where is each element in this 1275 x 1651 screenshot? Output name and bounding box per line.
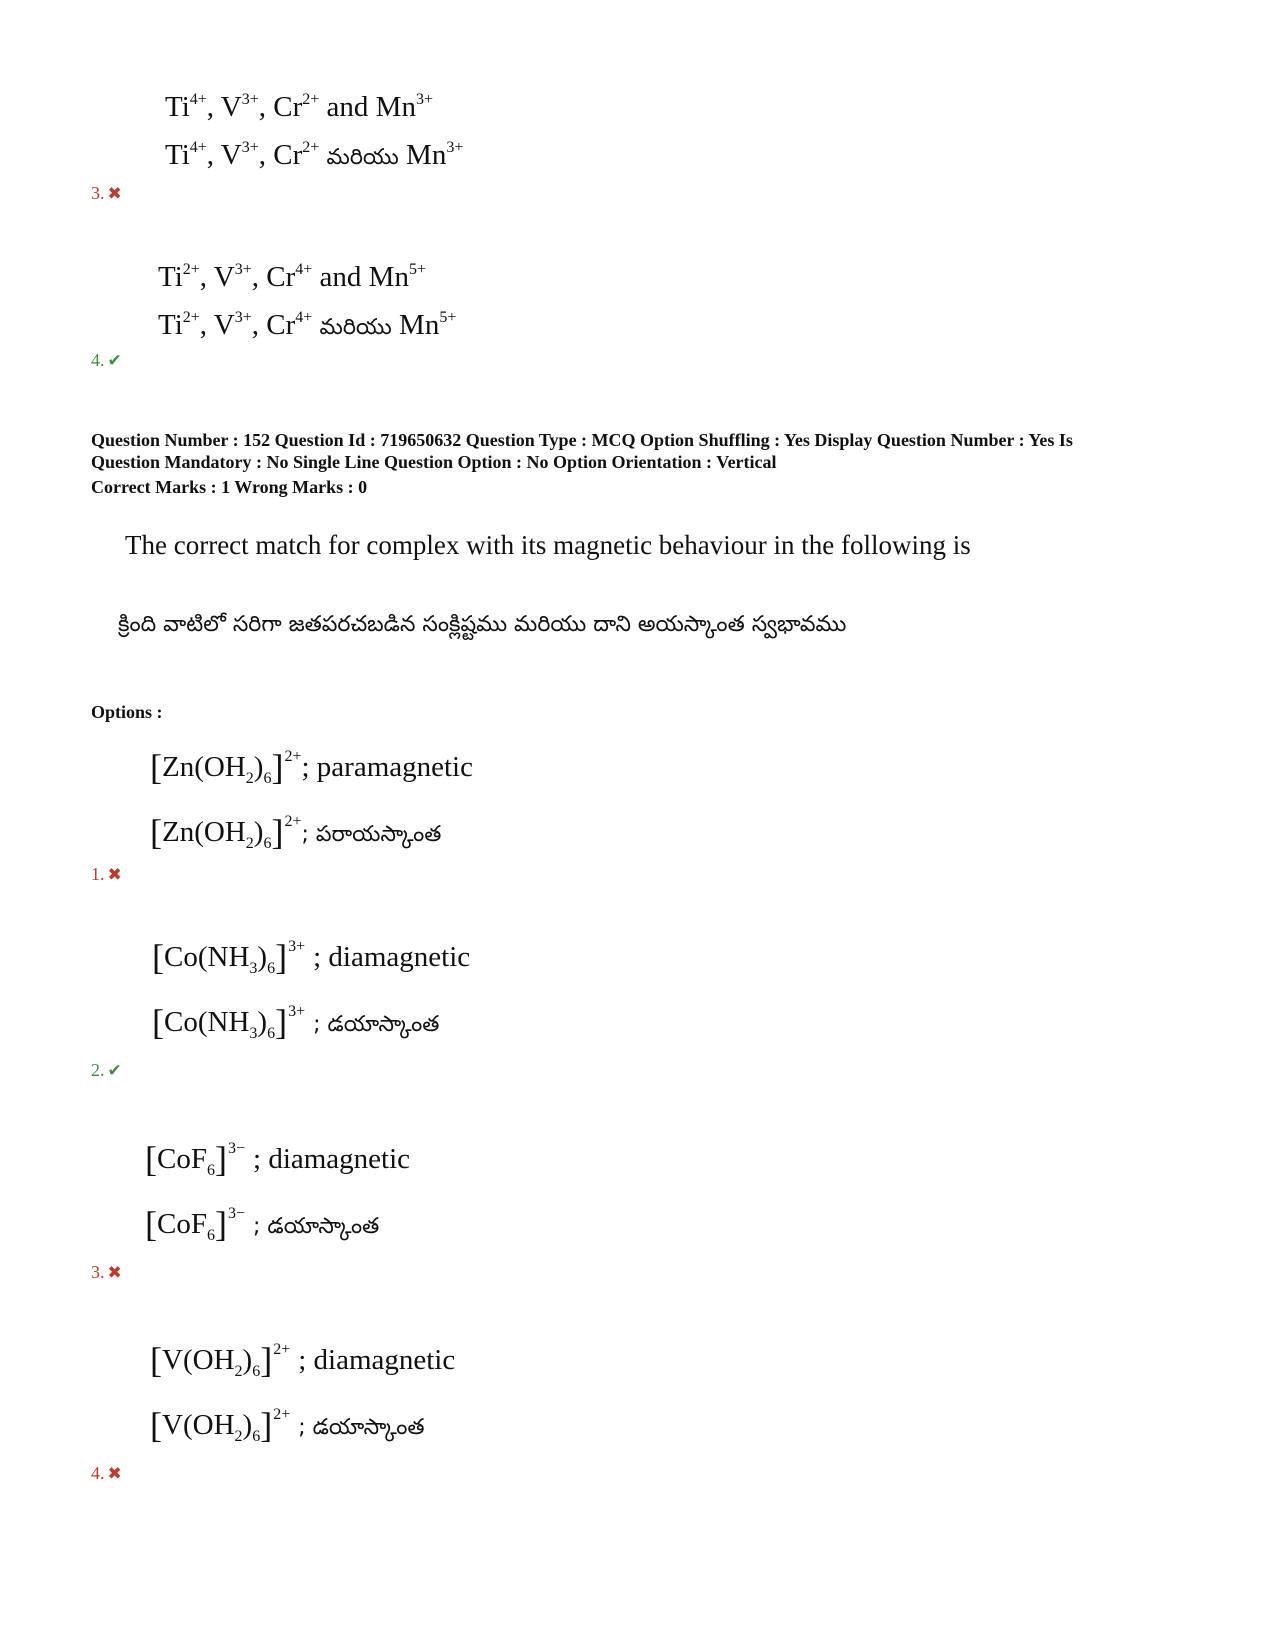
check-icon: ✔: [107, 351, 122, 370]
prev-option-4-te: $Ti^{2+}$, $V^{3+}$, $Cr^{4+}$ మరియు $Mn^{5+}$: [158, 309, 457, 341]
option-2-en: $[Co(NH_3)_6]^{3+}$ ; diamagnetic: [152, 937, 471, 977]
question-meta-line-1: Question Number : 152 Question Id : 719650632 Question Type : MCQ Option Shuffling : Yes Display Question Number : Yes Is: [91, 430, 1073, 450]
option-3-marker: 3. ✖: [91, 1262, 122, 1282]
option-2-marker: 2. ✔: [91, 1060, 122, 1080]
check-icon: ✔: [107, 1061, 122, 1080]
cross-icon: ✖: [107, 184, 122, 203]
option-4-marker: 4. ✖: [91, 1463, 122, 1483]
option-1-marker: 1. ✖: [91, 864, 122, 884]
cross-icon: ✖: [107, 865, 122, 884]
options-label: Options :: [91, 702, 163, 722]
cross-icon: ✖: [107, 1464, 122, 1483]
option-2-te: $[Co(NH_3)_6]^{3+}$; డయాస్కాంత: [152, 1002, 440, 1042]
option-4-te: $[V(OH_2)_6]^{2+}$; డయాస్కాంత: [150, 1405, 425, 1445]
option-3-te: $[CoF_6]^{3-}$; డయాస్కాంత: [145, 1204, 380, 1244]
option-3-en: $[CoF_6]^{3-}$ ; diamagnetic: [145, 1139, 411, 1179]
prev-option-3-en: $Ti^{4+}$, $V^{3+}$, $Cr^{2+}$ and $Mn^{3+}$: [165, 91, 433, 123]
question-text-en: The correct match for complex with its magnetic behaviour in the following is: [125, 530, 971, 560]
question-text-te: క్రింది వాటిలో సరిగా జతపరచబడిన సంక్లిష్టము మరియు దాని అయస్కాంత స్వభావము: [118, 612, 847, 637]
option-1-te: $[Zn(OH_2)_6]^{2+}$; పరాయస్కాంత: [150, 812, 442, 852]
option-1-en: $[Zn(OH_2)_6]^{2+}$; paramagnetic: [150, 747, 473, 787]
prev-option-3-marker: 3. ✖: [91, 183, 122, 203]
question-marks: Correct Marks : 1 Wrong Marks : 0: [91, 477, 368, 497]
prev-option-4-en: $Ti^{2+}$, $V^{3+}$, $Cr^{4+}$ and $Mn^{5+}$: [158, 261, 426, 293]
option-4-en: $[V(OH_2)_6]^{2+}$ ; diamagnetic: [150, 1340, 456, 1380]
cross-icon: ✖: [107, 1263, 122, 1282]
prev-option-3-te: $Ti^{4+}$, $V^{3+}$, $Cr^{2+}$ మరియు $Mn^{3+}$: [165, 139, 464, 171]
question-meta-line-2: Question Mandatory : No Single Line Question Option : No Option Orientation : Vertical: [91, 452, 777, 472]
prev-option-4-marker: 4. ✔: [91, 350, 122, 370]
